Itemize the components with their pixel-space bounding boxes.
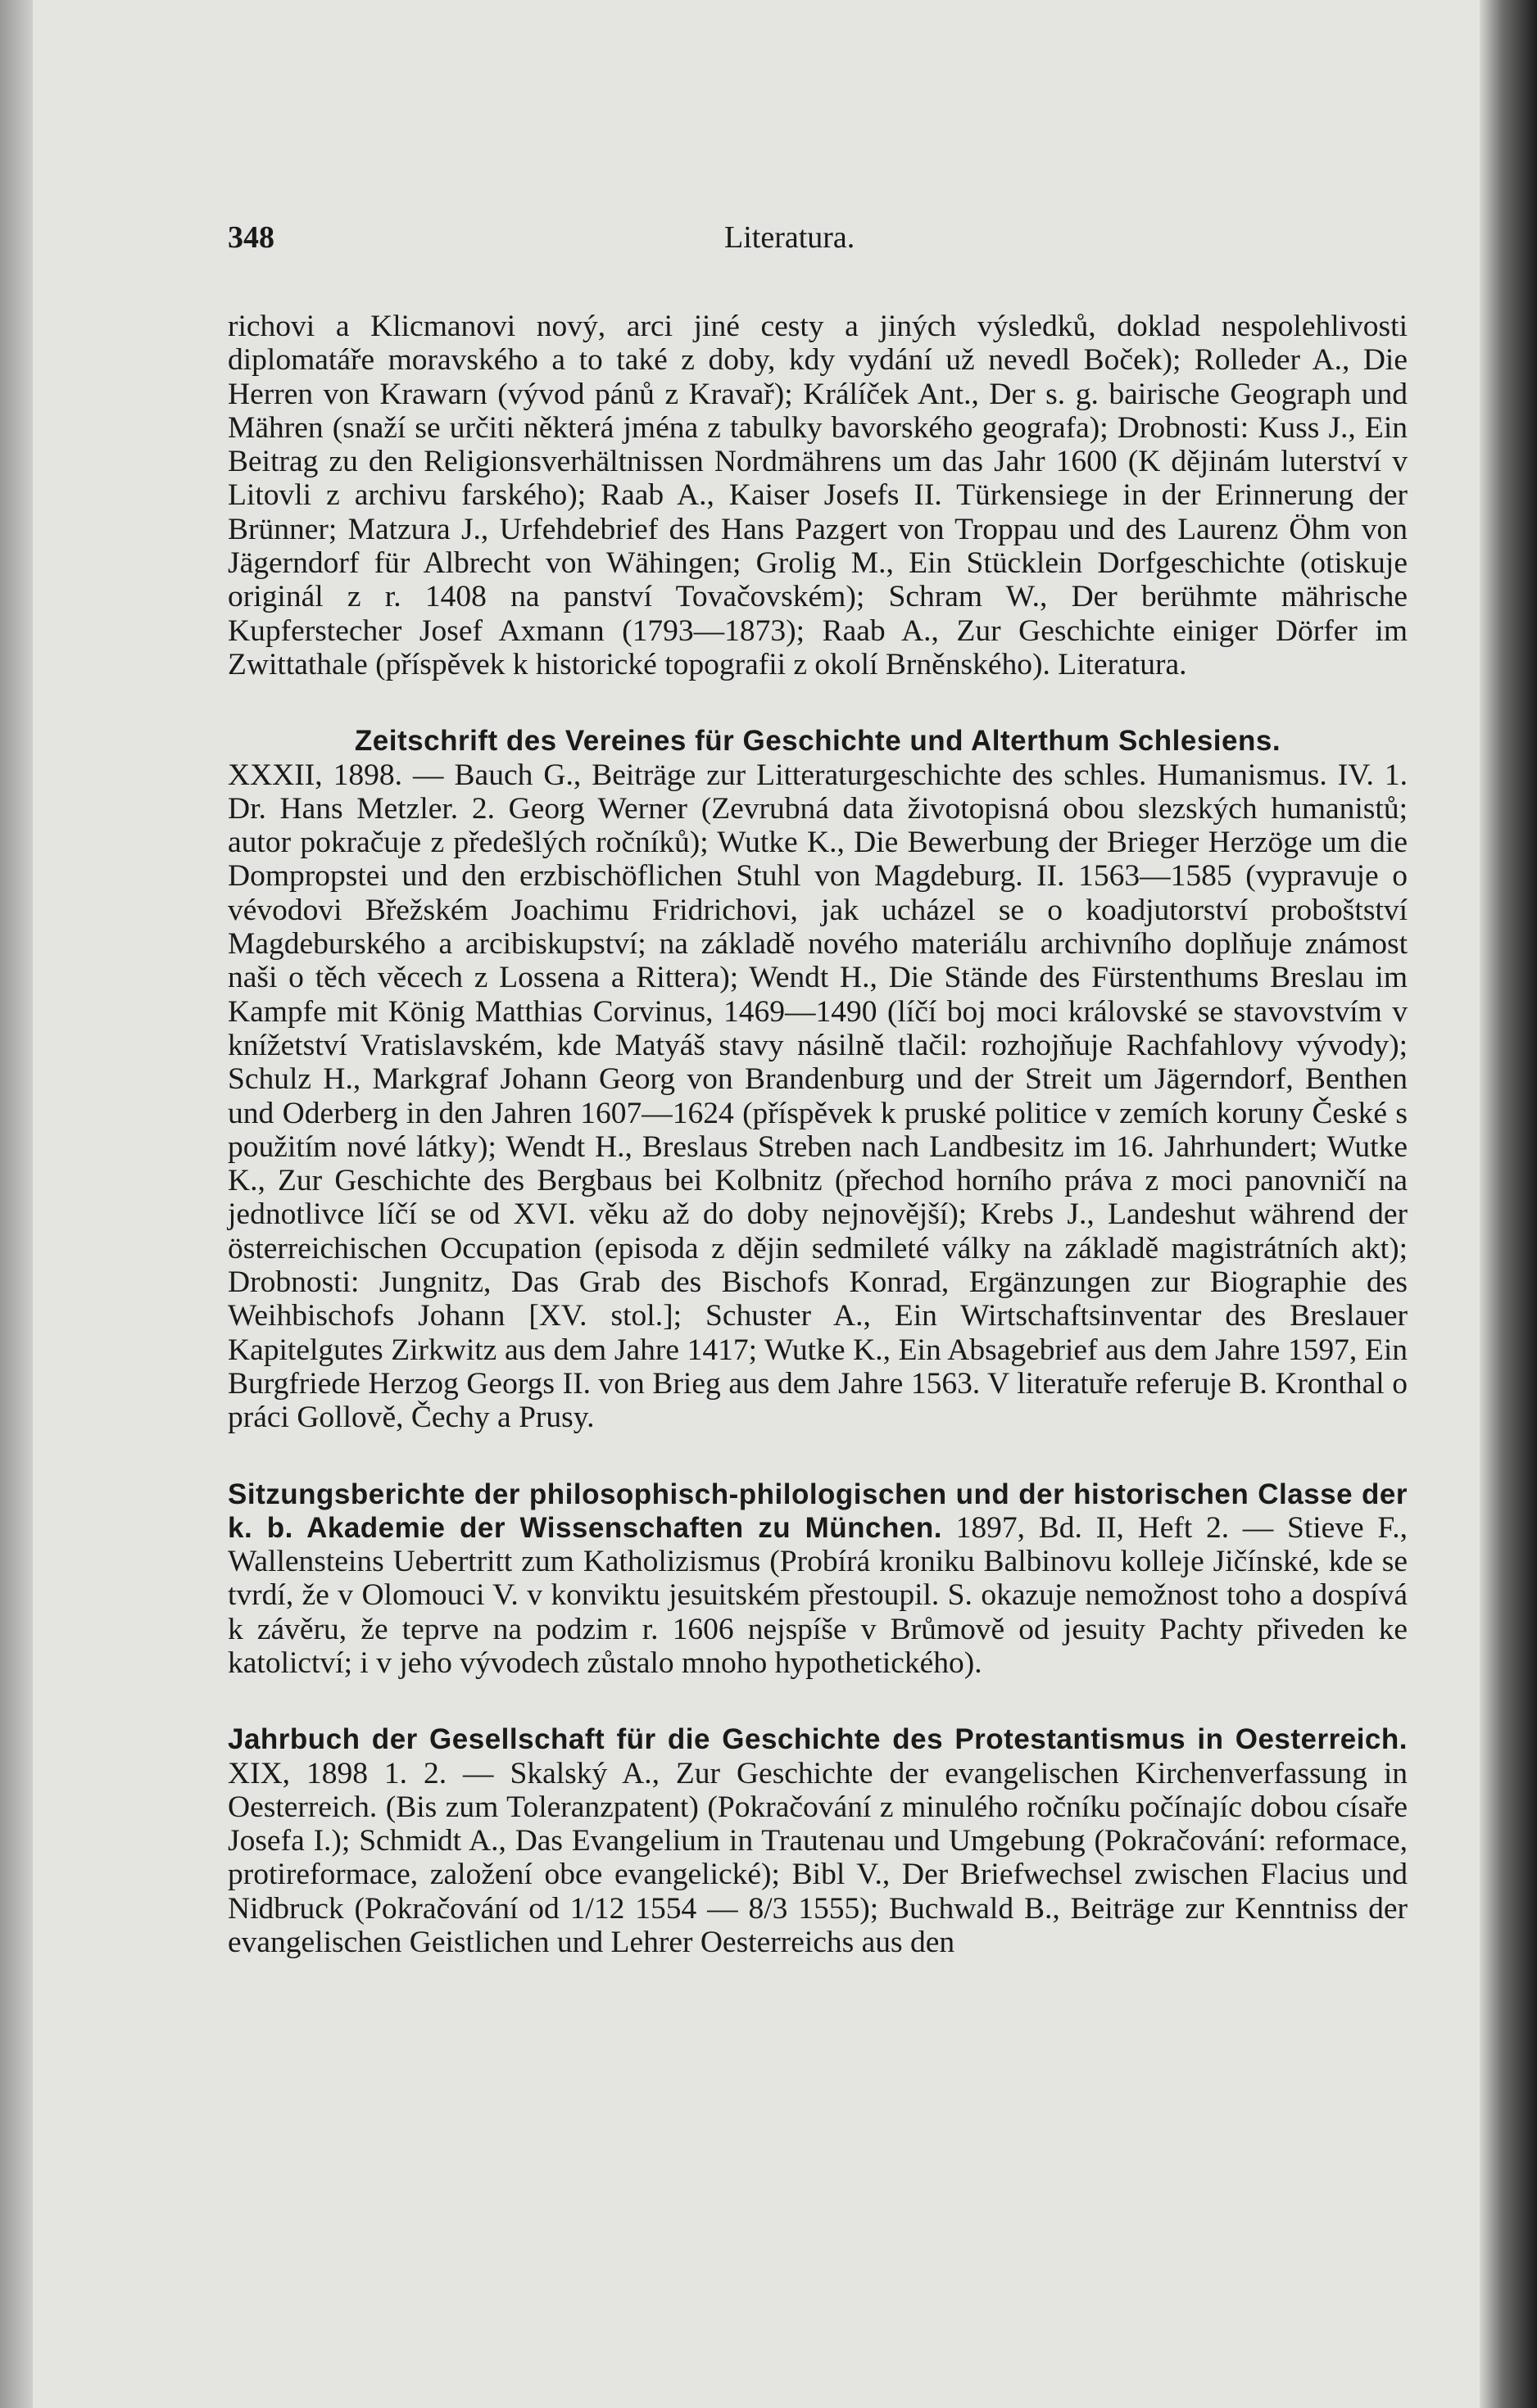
journal-title: Sitzungsberichte der philosophisch-philologischen und der historischen Classe der k. b. Akademie der Wissenschaften zu München. <box>228 1478 1408 1544</box>
running-title: Literatura. <box>724 220 855 255</box>
scan-shadow-left <box>0 0 33 2408</box>
page-number: 348 <box>228 220 274 255</box>
page-content <box>228 221 1408 1959</box>
journal-entry-jahrbuch-protestantismus <box>228 1722 1408 1959</box>
scan-shadow-right <box>1480 0 1537 2408</box>
journal-body: 1897, Bd. II, Heft 2. — Stieve F., Wallensteins Uebertritt zum Katholizismus (Probírá kroniku Balbinovu kolleje Jičínské, kde se tvrdí, že v Olomouci V. v konviktu jesuitském přestoupil. S. okazuje nemožnost toho a dospívá k závěru, že teprve na podzim r. 1606 nejspíše v Brůmově od jesuity Pachty přiveden ke katolictví; i v jeho vývodech zůstalo mnoho hypothetického). <box>228 1510 1408 1680</box>
journal-body: XIX, 1898 1. 2. — Skalský A., Zur Geschichte der evangelischen Kirchenverfassung in Oesterreich. (Bis zum Toleranzpatent) (Pokračování z minulého ročníku počínajíc dobou císaře Josefa I.); Schmidt A., Das Evangelium in Trautenau und Umgebung (Pokračování: reformace, protireformace, založení obce evangelické); Bibl V., Der Briefwechsel zwischen Flacius und Nidbruck (Pokračování od 1/12 1554 — 8/3 1555); Buchwald B., Beiträge zur Kenntniss der evangelischen Geistlichen und Lehrer Oesterreichs aus den <box>228 1756 1408 1960</box>
book-page <box>33 0 1480 2408</box>
journal-body: XXXII, 1898. — Bauch G., Beiträge zur Litteraturgeschichte des schles. Humanismus. IV. 1. Dr. Hans Metzler. 2. Georg Werner (Zevrubná data životopisná obou slezských humanistů; autor pokračuje z předešlých ročníků); Wutke K., Die Bewerbung der Brieger Herzöge um die Dompropstei und den erzbischöflichen Stuhl von Magdeburg. II. 1563—1585 (vypravuje o vévodovi Břežském Joachimu Fridrichovi, jak ucházel se o koadjutorství proboštství Magdeburského a arcibiskupství; na základě nového materiálu archivního doplňuje známost naši o těch věcech z Lossena a Rittera); Wendt H., Die Stände des Fürstenthums Breslau im Kampfe mit König Matthias Corvinus, 1469—1490 (líčí boj moci královské se stavovstvím v knížetství Vratislavském, kde Matyáš stavy násilně tlačil: rozhojňuje Rachfahlovy vývody); Schulz H., Markgraf Johann Georg von Brandenburg und der Streit um Jägerndorf, Benthen und Oderberg in den Jahren 1607—1624 (příspěvek k pruské politice v zemích koruny České s použitím nové látky); Wendt H., Breslaus Streben nach Landbesitz im 16. Jahrhundert; Wutke K., Zur Geschichte des Bergbaus bei Kolbnitz (přechod horního práva z moci panovničí na jednotlivce líčí se od XVI. věku až do doby nejnovější); Krebs J., Landeshut während der österreichischen Occupation (episoda z dějin sedmileté války na základě magistrátních akt); Drobnosti: Jungnitz, Das Grab des Bischofs Konrad, Ergänzungen zur Biographie des Weihbischofs Johann [XV. stol.]; Schuster A., Ein Wirtschaftsinventar des Breslauer Kapitelgutes Zirkwitz aus dem Jahre 1417; Wutke K., Ein Absagebrief aus dem Jahre 1597, Ein Burgfriede Herzog Georgs II. von Brieg aus dem Jahre 1563. V literatuře referuje B. Kronthal o práci Gollově, Čechy a Prusy. <box>228 758 1408 1435</box>
page-header <box>228 221 1408 270</box>
journal-entry-zeitschrift-schlesiens <box>228 724 1408 1434</box>
journal-title: Zeitschrift des Vereines für Geschichte und Alterthum Schlesiens. <box>354 725 1281 758</box>
journal-entry-sitzungsberichte-muenchen <box>228 1478 1408 1681</box>
journal-title: Jahrbuch der Gesellschaft für die Geschichte des Protestantismus in Oesterreich. <box>228 1723 1408 1756</box>
intro-paragraph: richovi a Klicmanovi nový, arci jiné cesty a jiných výsledků, doklad nespolehlivosti diplomatáře moravského a to také z doby, kdy vydání už nevedl Boček); Rolleder A., Die Herren von Krawarn (vývod pánů z Kravař); Králíček Ant., Der s. g. bairische Geograph und Mähren (snaží se určiti některá jména z tabulky bavorského geografa); Drobnosti: Kuss J., Ein Beitrag zu den Religionsverhältnissen Nordmährens um das Jahr 1600 (K dějinám luterství v Litovli z archivu farského); Raab A., Kaiser Josefs II. Türkensiege in der Erinnerung der Brünner; Matzura J., Urfehdebrief des Hans Pazgert von Troppau und des Laurenz Öhm von Jägerndorf für Albrecht von Wähingen; Grolig M., Ein Stücklein Dorfgeschichte (otiskuje originál z r. 1408 na panství Tovačovském); Schram W., Der berühmte mährische Kupferstecher Josef Axmann (1793—1873); Raab A., Zur Geschichte einiger Dörfer im Zwittathale (příspěvek k historické topografii z okolí Brněnského). Literatura. <box>228 310 1408 681</box>
